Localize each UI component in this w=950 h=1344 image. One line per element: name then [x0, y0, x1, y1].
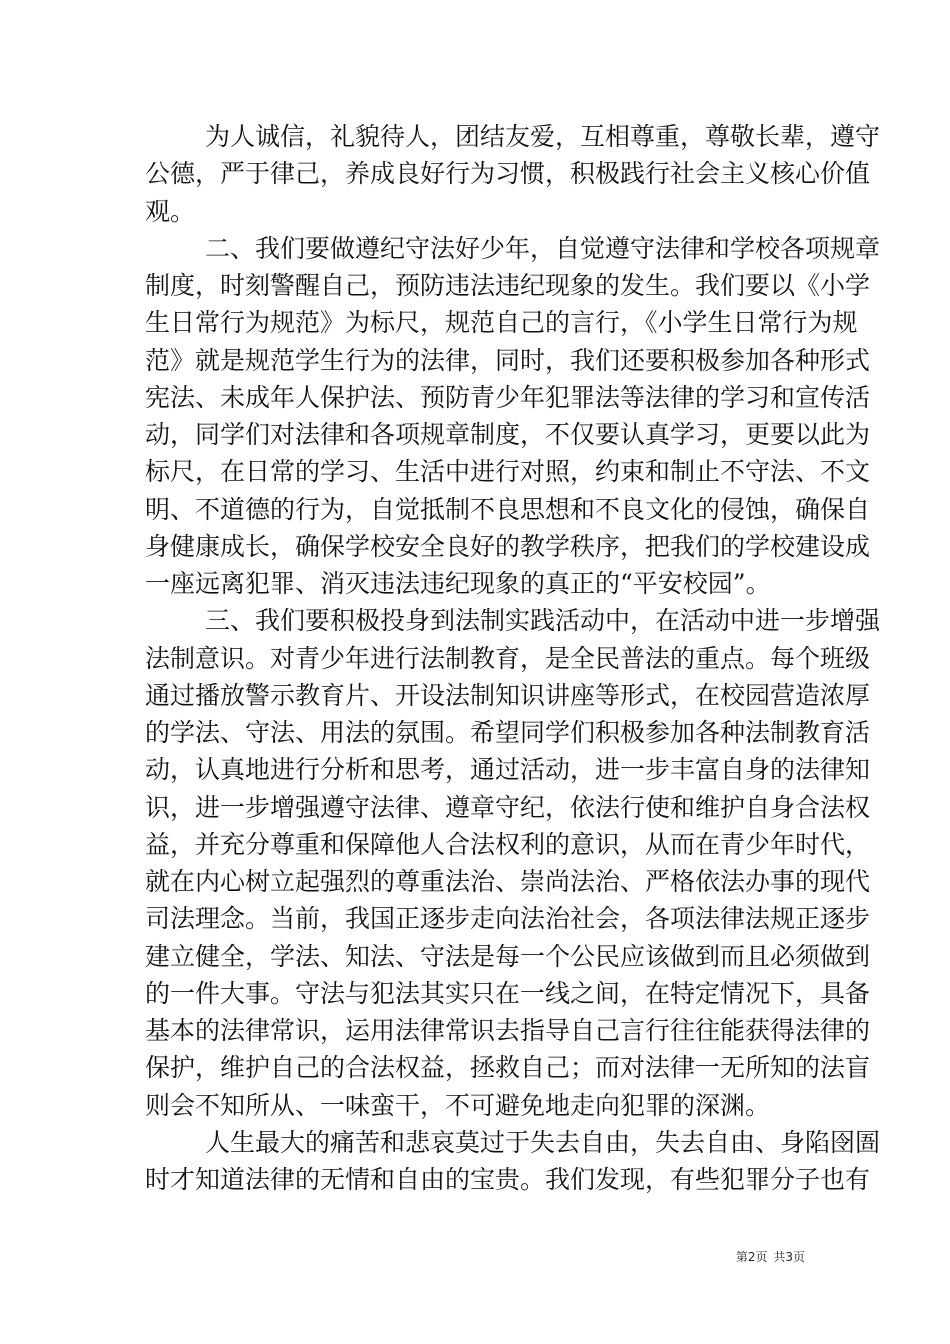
- text-line: 则会不知所从、一味蛮干，不可避免地走向犯罪的深渊。: [145, 1090, 771, 1120]
- text-line: 的学法、守法、用法的氛围。希望同学们积极参加各种法制教育活: [145, 718, 871, 747]
- text-line: 二、我们要做遵纪守法好少年，自觉遵守法律和学校各项规章: [205, 233, 881, 263]
- text-line: 宪法、未成年人保护法、预防青少年犯罪法等法律的学习和宣传活: [145, 382, 871, 412]
- text-line: 司法理念。当前，我国正逐步走向法治社会，各项法律法规正逐步: [145, 904, 871, 934]
- text-line: 基本的法律常识，运用法律常识去指导自己言行往往能获得法律的: [145, 1016, 871, 1045]
- page-number: 第2页 共3页: [735, 1250, 805, 1264]
- text-line: 保护，维护自己的合法权益，拯救自己；而对法律一无所知的法盲: [145, 1053, 871, 1083]
- paragraph: [145, 602, 881, 1124]
- text-line: 一座远离犯罪、消灭违法违纪现象的真正的“平安校园”。: [145, 569, 771, 598]
- text-line: 身健康成长，确保学校安全良好的教学秩序，把我们的学校建设成: [145, 531, 871, 561]
- text-line: 公德，严于律己，养成良好行为习惯，积极践行社会主义核心价值: [145, 159, 871, 189]
- text-line: 制度，时刻警醒自己，预防违法违纪现象的发生。我们要以《小学: [145, 271, 871, 300]
- text-line: 三、我们要积极投身到法制实践活动中，在活动中进一步增强: [205, 606, 881, 636]
- document-body: [145, 118, 881, 1198]
- text-line: 识，进一步增强遵守法律、遵章守纪，依法行使和维护自身合法权: [145, 792, 871, 822]
- paragraph: [145, 1124, 881, 1199]
- text-line: 时才知道法律的无情和自由的宝贵。我们发现，有些犯罪分子也有: [145, 1165, 871, 1194]
- text-line: 观。: [145, 196, 196, 226]
- text-line: 标尺，在日常的学习、生活中进行对照，约束和制止不守法、不文: [145, 457, 871, 487]
- text-line: 人生最大的痛苦和悲哀莫过于失去自由，失去自由、身陷囹圄: [205, 1127, 881, 1157]
- paragraph: [145, 230, 881, 603]
- text-line: 通过播放警示教育片、开设法制知识讲座等形式，在校园营造浓厚: [145, 680, 871, 710]
- text-line: 明、不道德的行为，自觉抵制不良思想和不良文化的侵蚀，确保自: [145, 494, 871, 524]
- paragraph: [145, 118, 881, 230]
- text-line: 益，并充分尊重和保障他人合法权利的意识，从而在青少年时代，: [145, 829, 871, 859]
- text-line: 为人诚信，礼貌待人，团结友爱，互相尊重，尊敬长辈，遵守: [205, 122, 881, 151]
- text-line: 法制意识。对青少年进行法制教育，是全民普法的重点。每个班级: [145, 643, 871, 673]
- text-line: 动，认真地进行分析和思考，通过活动，进一步丰富自身的法律知: [145, 755, 871, 785]
- text-line: 动，同学们对法律和各项规章制度，不仅要认真学习，更要以此为: [145, 420, 871, 449]
- text-line: 生日常行为规范》为标尺，规范自己的言行，《小学生日常行为规: [145, 308, 858, 338]
- text-line: 的一件大事。守法与犯法其实只在一线之间，在特定情况下，具备: [145, 978, 871, 1008]
- text-line: 建立健全，学法、知法、守法是每一个公民应该做到而且必须做到: [145, 941, 871, 971]
- text-line: 就在内心树立起强烈的尊重法治、崇尚法治、严格依法办事的现代: [145, 867, 871, 896]
- text-line: 范》就是规范学生行为的法律，同时，我们还要积极参加各种形式: [145, 345, 871, 375]
